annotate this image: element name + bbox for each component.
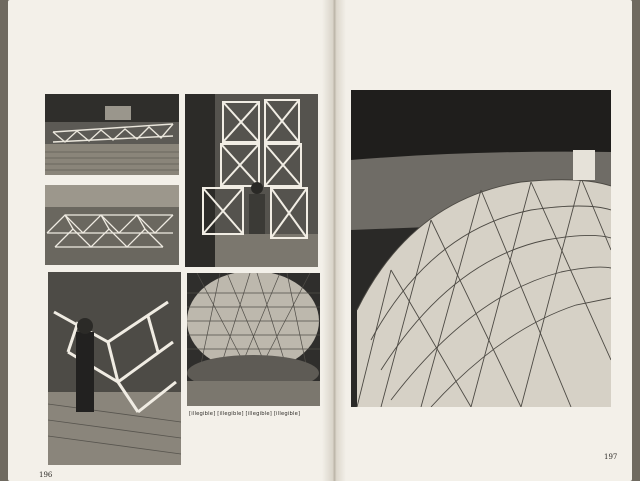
photo-truss-on-deck xyxy=(45,94,179,175)
left-page-number: 196 xyxy=(39,471,53,479)
photo-worker-with-frame xyxy=(48,272,181,465)
photo-octet-truss-grid xyxy=(45,185,179,265)
photo-geodesic-dome-exterior xyxy=(351,90,611,407)
photo-lattice-tower xyxy=(185,94,318,267)
book-gutter xyxy=(322,0,346,481)
figure-caption: [illegible] [illegible] [illegible] [illegible] xyxy=(189,411,301,417)
right-page-number: 197 xyxy=(604,453,618,461)
photo-dome-interior xyxy=(187,273,320,406)
